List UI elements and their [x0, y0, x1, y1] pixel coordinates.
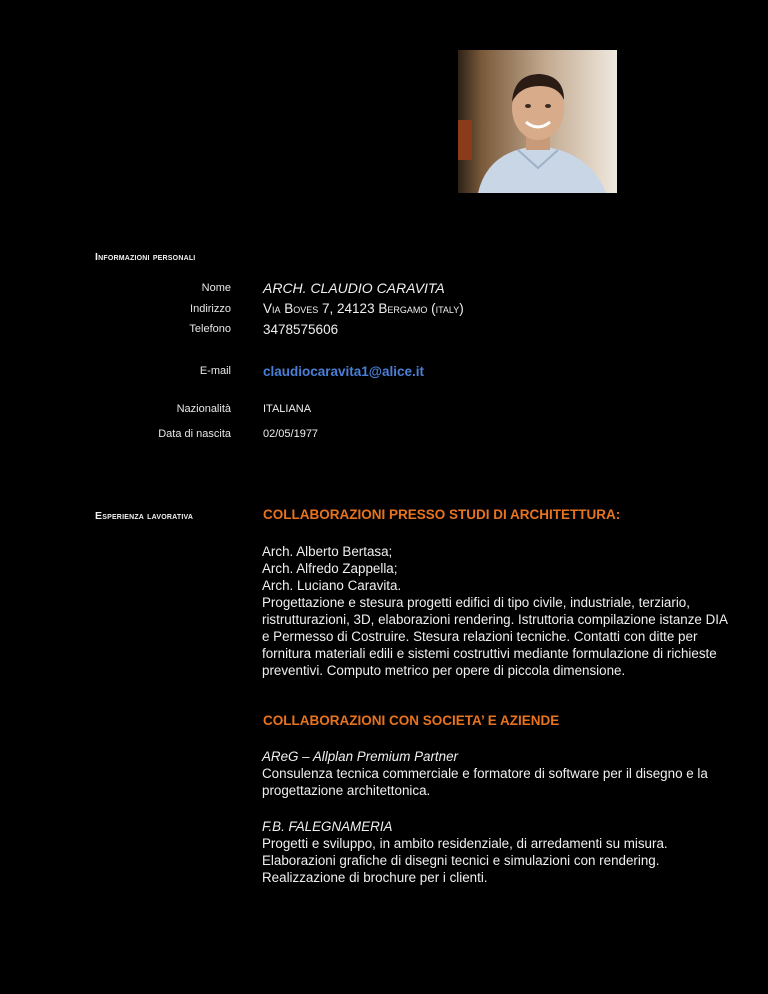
value-address: Via Boves 7, 24123 Bergamo (italy) [263, 301, 464, 316]
studio-item: Arch. Alberto Bertasa; [262, 544, 393, 559]
studio-desc-line: fornitura materiali edili e sistemi costruttivi mediante formulazione di richieste [262, 646, 717, 661]
company-areg [262, 748, 708, 799]
company-name: AReG – Allplan Premium Partner [262, 749, 458, 764]
studio-desc-line: Progettazione e stesura progetti edifici di tipo civile, industriale, terziario, [262, 595, 690, 610]
company-desc-line: Progetti e sviluppo, in ambito residenziale, di arredamenti su misura. [262, 836, 668, 851]
value-phone: 3478575606 [263, 322, 339, 337]
person-photo-icon [458, 50, 617, 193]
value-nationality: ITALIANA [263, 403, 312, 415]
company-desc-line: progettazione architettonica. [262, 783, 431, 798]
value-name: ARCH. CLAUDIO CARAVITA [263, 280, 445, 296]
studio-desc-line: e Permesso di Costruire. Stesura relazioni tecniche. Contatti con ditte per [262, 629, 698, 644]
heading-companies: COLLABORAZIONI CON SOCIETA’ E AZIENDE [263, 713, 560, 728]
label-address: Indirizzo [190, 303, 231, 315]
heading-studios: COLLABORAZIONI PRESSO STUDI DI ARCHITETTURA: [263, 507, 621, 522]
company-fb [262, 818, 702, 886]
label-nationality: Nazionalità [176, 403, 231, 415]
label-birthdate: Data di nascita [158, 428, 231, 440]
company-desc-line: Consulenza tecnica commerciale e formatore di software per il disegno e la [262, 766, 708, 781]
company-desc-line: Elaborazioni grafiche di disegni tecnici e simulazioni con rendering. [262, 853, 660, 868]
profile-photo [458, 50, 617, 193]
section-title-experience: Esperienza lavorativa [95, 510, 194, 522]
studio-desc-line: ristrutturazioni, 3D, elaborazioni rendering. Istruttoria compilazione istanze DIA [262, 612, 728, 627]
company-name: F.B. FALEGNAMERIA [262, 819, 393, 834]
label-phone: Telefono [189, 323, 231, 335]
section-title-personal: Informazioni personali [95, 251, 196, 263]
label-email: E-mail [199, 365, 231, 377]
label-name: Nome [201, 282, 231, 294]
studio-item: Arch. Alfredo Zappella; [262, 561, 398, 576]
studios-list [262, 543, 728, 679]
company-desc-line: Realizzazione di brochure per i clienti. [262, 870, 488, 885]
value-birthdate: 02/05/1977 [263, 428, 319, 440]
studio-desc-line: preventivi. Computo metrico per opere di piccola dimensione. [262, 663, 626, 678]
studio-item: Arch. Luciano Caravita. [262, 578, 402, 593]
email-link[interactable]: claudiocaravita1@alice.it [263, 364, 424, 379]
